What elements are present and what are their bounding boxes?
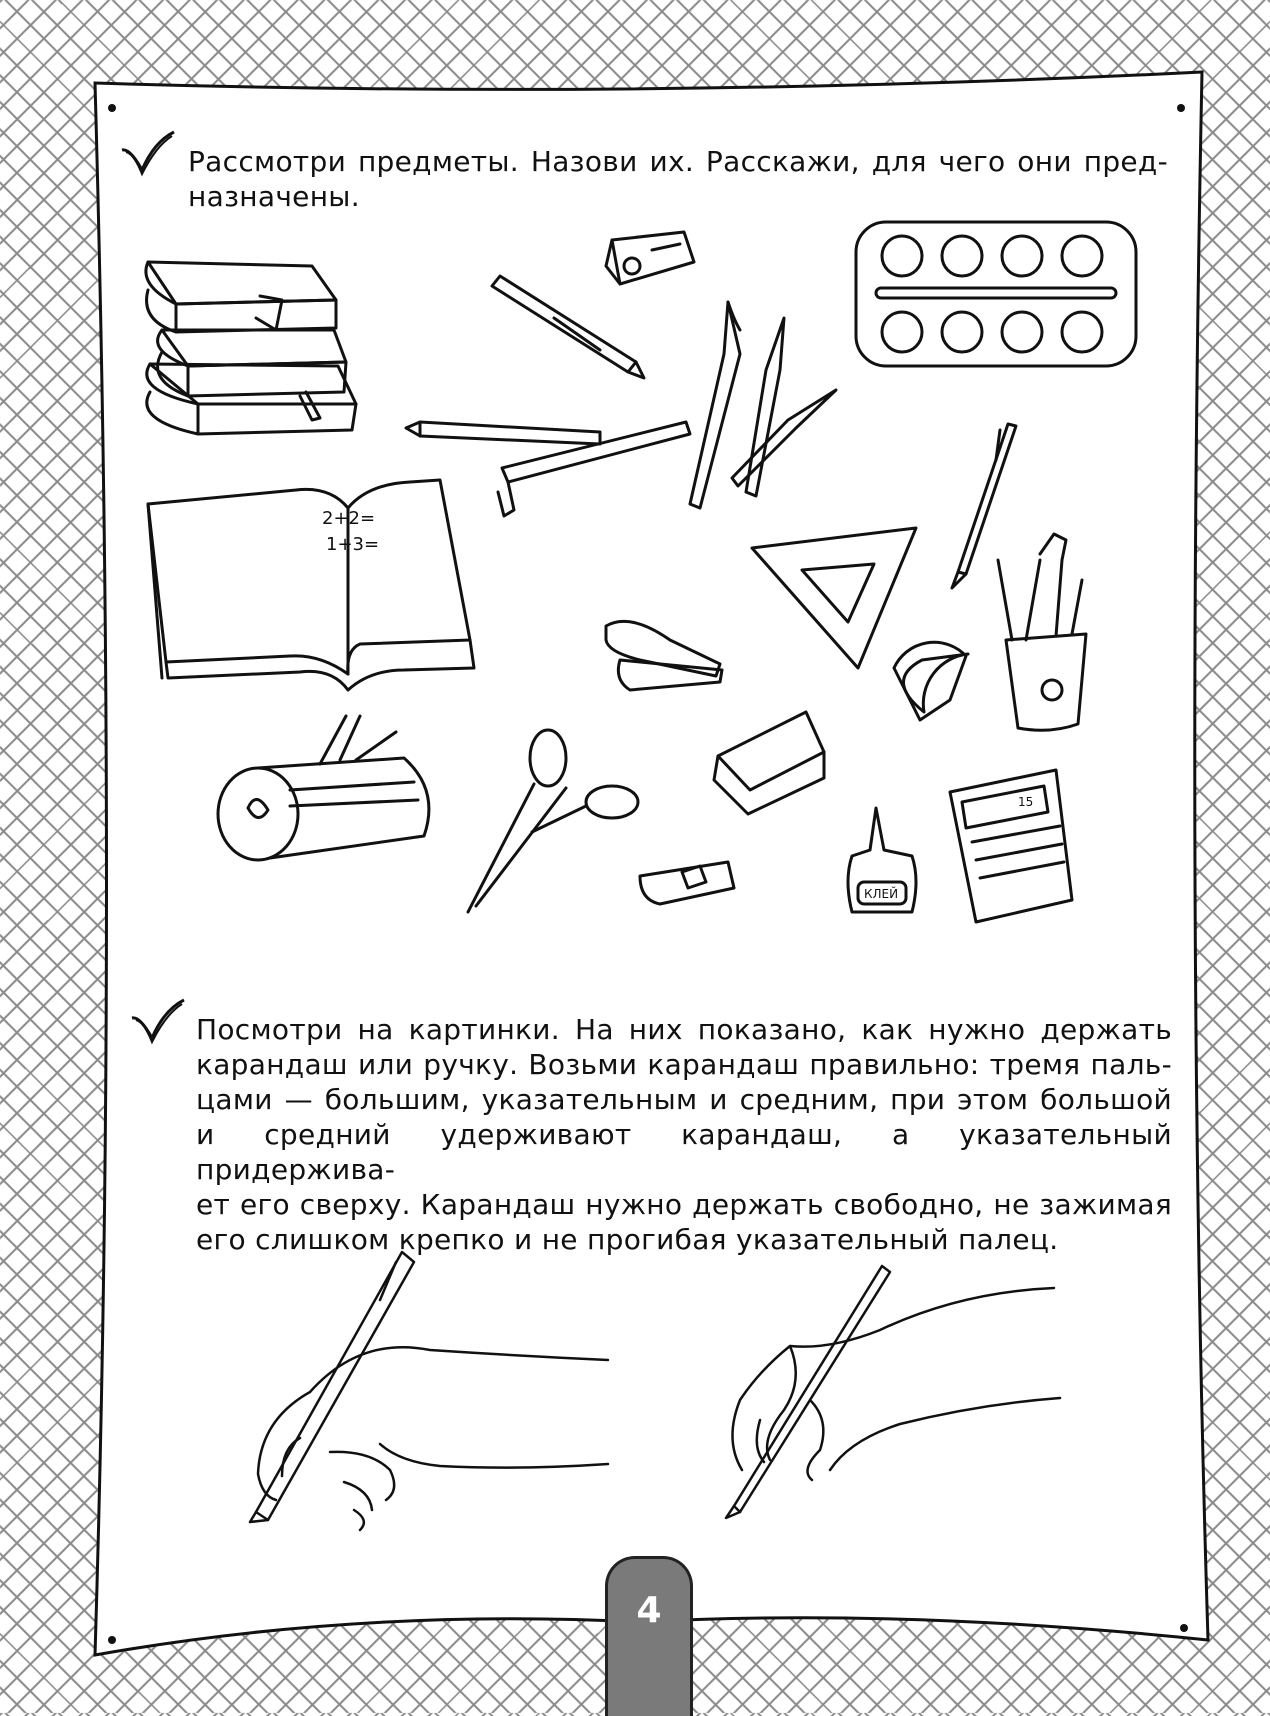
page-number: 4 — [636, 1590, 662, 1631]
calculator-display: 15 — [1018, 795, 1034, 809]
hand-with-pen-icon — [250, 1252, 608, 1530]
task-1-line: Рассмотри предметы. Назови их. Расскажи, для чего они пред- — [188, 145, 1168, 178]
glue-label: КЛЕЙ — [864, 887, 899, 901]
task-2-line: ет его сверху. Карандаш нужно держать свободно, не зажимая — [196, 1188, 1172, 1221]
task-1-line: назначены. — [188, 180, 360, 213]
task-2-line: цами — большим, указательным и средним, при этом большой — [196, 1083, 1172, 1116]
hand-with-pencil-icon — [726, 1266, 1060, 1518]
task-2-line: Посмотри на картинки. На них показано, как нужно держать — [196, 1013, 1172, 1046]
page-number-tab — [605, 1556, 693, 1716]
task-2-line: его слишком крепко и не прогибая указательный палец. — [196, 1223, 1059, 1256]
task-2-line: и средний удерживают карандаш, а указательный придержива- — [196, 1118, 1172, 1186]
notebook-line: 2+2= — [322, 508, 376, 529]
notebook-line: 1+3= — [326, 534, 380, 555]
task-2-line: карандаш или ручку. Возьми карандаш правильно: тремя паль- — [196, 1048, 1172, 1081]
